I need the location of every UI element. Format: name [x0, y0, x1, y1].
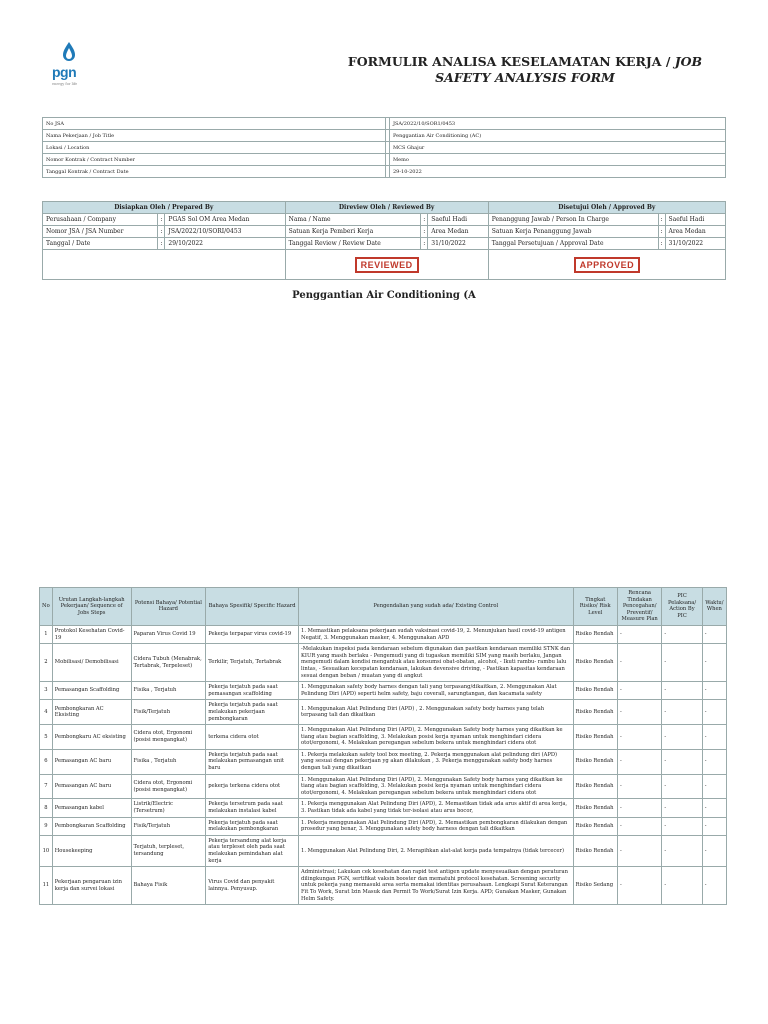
potential-hazard: Bahaya Fisik [131, 867, 206, 905]
row-number: 8 [40, 799, 53, 817]
approval-value: 31/10/2022 [665, 238, 725, 250]
table-row [40, 835, 727, 866]
job-step: Protokol Kesehatan Covid-19 [52, 625, 131, 643]
when: - [702, 625, 726, 643]
row-number: 1 [40, 625, 53, 643]
approval-value: 31/10/2022 [428, 238, 488, 250]
approval-value: PGAS Sol OM Area Medan [165, 214, 285, 226]
job-info-table [42, 117, 726, 178]
approval-separator: : [421, 238, 428, 250]
form-title [325, 54, 725, 86]
job-step: Pekerjaan pengaruan izin kerja dan survei lokasi [52, 867, 131, 905]
specific-hazard: Pekerja terjatuh pada saat pemasangan scaffolding [206, 682, 299, 700]
approval-label: Satuan Kerja Penanggung Jawab [488, 226, 658, 238]
approval-label: Perusahaan / Company [43, 214, 158, 226]
risk-level: Risiko Rendah [573, 817, 617, 835]
title-line1: FORMULIR ANALISA KESELAMATAN KERJA / [347, 54, 675, 69]
row-number: 2 [40, 644, 53, 682]
jsa-table [39, 587, 727, 905]
job-step: Housekeeping [52, 835, 131, 866]
measure-plan: - [617, 644, 661, 682]
info-value: Memo [390, 154, 726, 166]
approval-value: Saeful Hadi [665, 214, 725, 226]
when: - [702, 682, 726, 700]
info-value: MCS Ghajur [390, 142, 726, 154]
existing-control: -Melakukan inspeksi pada kendaraan sebelum digunakan dan pastikan kendaraan memiliki STNK dan KIUR yang masih berlaku - Pengemudi yang di tugaskan memiliki SIM yang masih berlaku, Jangan mengemudi dalam kondisi mengantuk atau konsumsi obat-obatan, alcohol, - Ikuti rambu- rambu lalu lintas, - Sesuaikan kecepatan kendaraan, lakukan devensive driving, - Pastikan kapasitas kendaraan sesuai dengan beban / muatan yang di angkut [299, 644, 574, 682]
potential-hazard: Terjatuh, terpleset, tersandung [131, 835, 206, 866]
when: - [702, 749, 726, 774]
row-number: 7 [40, 774, 53, 799]
approval-label: Nama / Name [285, 214, 421, 226]
specific-hazard: Pekerja terpapar virus covid-19 [206, 625, 299, 643]
when: - [702, 799, 726, 817]
row-number: 9 [40, 817, 53, 835]
when: - [702, 817, 726, 835]
table-row [40, 725, 727, 750]
potential-hazard: Cidera Tubuh (Menabrak, Tertabrak, Terpeleset) [131, 644, 206, 682]
reviewed-stamp: REVIEWED [355, 257, 419, 273]
job-step: Pembongkaran AC Eksisting [52, 700, 131, 725]
existing-control: Administrasi; Lakukan cek kesehatan dan rapid test antigen update menyesuaikan dengan peraturan dilingkungan PGN, sertifikat vaksin booster dan mematuhi protocol kesehatan. Screening security untuk pekerja yang memasuki area serta memakai identitas perusahaan. Lengkapi Surat Keterangan Fit To Work, Surat Izin Masuk dan Permit To Work/Surat Izin Kerja. APD; Gunakan Masker, Gunakan Helm Safety. [299, 867, 574, 905]
approval-label: Tanggal / Date [43, 238, 158, 250]
specific-hazard: pekerja terkena cidera otot [206, 774, 299, 799]
risk-level: Risiko Rendah [573, 725, 617, 750]
approval-table [42, 201, 726, 280]
approval-row [43, 214, 726, 226]
info-label: Nama Pekerjaan / Job Title [43, 130, 386, 142]
reviewed-by-header: Direview Oleh / Reviewed By [285, 202, 488, 214]
approval-value: Saeful Hadi [428, 214, 488, 226]
measure-plan: - [617, 749, 661, 774]
approval-value: 29/10/2022 [165, 238, 285, 250]
job-step: Pembongkaru AC eksisting [52, 725, 131, 750]
approval-value: JSA/2022/10/SORI/0453 [165, 226, 285, 238]
when: - [702, 725, 726, 750]
specific-hazard: Pekerja terjatuh pada saat melakukan pembongkaran [206, 817, 299, 835]
when: - [702, 644, 726, 682]
brand-tagline: energy for life [52, 82, 78, 86]
column-header: Urutan Langkah-langkah Pekerjaan/ Sequence of Jobs Steps [52, 588, 131, 626]
approval-label: Tanggal Review / Review Date [285, 238, 421, 250]
column-header: Pengendalian yang sudah ada/ Existing Control [299, 588, 574, 626]
existing-control: 1. Memastikan pelaksana pekerjaan sudah vaksinasi covid-19, 2. Menunjukan hasil covid-19 antigen Negatif, 3. Menggunakan masker, 4. Menggunakan APD [299, 625, 574, 643]
action-pic: - [662, 774, 702, 799]
row-number: 4 [40, 700, 53, 725]
action-pic: - [662, 817, 702, 835]
risk-level: Risiko Rendah [573, 774, 617, 799]
potential-hazard: Fisik/Terjatuh [131, 817, 206, 835]
approval-separator: : [421, 226, 428, 238]
row-number: 3 [40, 682, 53, 700]
table-row [40, 682, 727, 700]
existing-control: 1. Menggunakan Alat Pelindung Diri (APD) , 2. Menggunakan safety body harnes yang telah terpasang tali dan dikaitkan [299, 700, 574, 725]
action-pic: - [662, 799, 702, 817]
measure-plan: - [617, 725, 661, 750]
specific-hazard: Pekerja tersandung alat kerja atau terpleset oleh pada saat melakukan pemindahan alat kerja [206, 835, 299, 866]
potential-hazard: Fisika , Terjatuh [131, 749, 206, 774]
when: - [702, 774, 726, 799]
measure-plan: - [617, 625, 661, 643]
approval-value: Area Medan [428, 226, 488, 238]
action-pic: - [662, 644, 702, 682]
measure-plan: - [617, 799, 661, 817]
measure-plan: - [617, 867, 661, 905]
job-step: Pembongkaran Scaffolding [52, 817, 131, 835]
approval-row [43, 238, 726, 250]
info-value: JSA/2022/10/SOR1/0453 [390, 118, 726, 130]
approval-separator: : [658, 214, 665, 226]
column-header: Tingkat Risiko/ Risk Level [573, 588, 617, 626]
measure-plan: - [617, 835, 661, 866]
brand-name: pgn [52, 64, 77, 80]
potential-hazard: Cidera otot, Ergonomi (posisi mengangkat) [131, 725, 206, 750]
existing-control: 1. Menggunakan safety body harnes dengan tali yang terpasang/dikaitkan, 2. Menggunakan Alat Pelindung Diri (APD) seperti helm safety, baju coverall, sarungtangan, dan kacamata safety [299, 682, 574, 700]
action-pic: - [662, 625, 702, 643]
specific-hazard: Virus Covid dan penyakit lainnya. Penyusup. [206, 867, 299, 905]
reviewed-stamp-cell [285, 250, 488, 280]
title-line1-italic: JOB [674, 54, 703, 69]
action-pic: - [662, 682, 702, 700]
risk-level: Risiko Sedang [573, 867, 617, 905]
info-label: No JSA [43, 118, 386, 130]
potential-hazard: Listrik/Electric (Tersetrum) [131, 799, 206, 817]
risk-level: Risiko Rendah [573, 682, 617, 700]
existing-control: 1. Pekerja menggunakan Alat Pelindung Diri (APD), 2. Memastikan tidak ada arus aktif di area kerja, 3. Pastikan tidak ada kabel yang tidak ter-isolasi atau arus bocor, [299, 799, 574, 817]
row-number: 11 [40, 867, 53, 905]
job-step: Pemasangan kabel [52, 799, 131, 817]
approved-stamp: APPROVED [574, 257, 641, 273]
potential-hazard: Fisik/Terjatuh [131, 700, 206, 725]
info-row [43, 154, 726, 166]
job-step: Pemasangan AC baru [52, 749, 131, 774]
approval-separator: : [658, 238, 665, 250]
specific-hazard: Terkilir, Terjatuh, Tertabrak [206, 644, 299, 682]
info-value: Penggantian Air Conditioning (AC) [390, 130, 726, 142]
potential-hazard: Cidera otot, Ergonomi (posisi mengangkat) [131, 774, 206, 799]
row-number: 10 [40, 835, 53, 866]
column-header: Waktu/ When [702, 588, 726, 626]
specific-hazard: Pekerja terjatuh pada saat melakukan pekerjaan pembongkaran [206, 700, 299, 725]
table-row [40, 817, 727, 835]
approval-label: Tanggal Persetujuan / Approval Date [488, 238, 658, 250]
action-pic: - [662, 725, 702, 750]
approval-value: Area Medan [665, 226, 725, 238]
when: - [702, 867, 726, 905]
potential-hazard: Paparan Virus Covid 19 [131, 625, 206, 643]
title-line2: SAFETY ANALYSIS FORM [435, 70, 615, 85]
risk-level: Risiko Rendah [573, 835, 617, 866]
pgn-logo [48, 42, 88, 96]
risk-level: Risiko Rendah [573, 644, 617, 682]
specific-hazard: Pekerja terjatuh pada saat melakukan pemasangan unit baru [206, 749, 299, 774]
info-row [43, 118, 726, 130]
approval-label: Nomor JSA / JSA Number [43, 226, 158, 238]
measure-plan: - [617, 700, 661, 725]
info-row [43, 166, 726, 178]
job-step: Pemasangan AC baru [52, 774, 131, 799]
measure-plan: - [617, 682, 661, 700]
potential-hazard: Fisika , Terjatuh [131, 682, 206, 700]
existing-control: 1. Menggunakan Alat Pelindung Diri, 2. Merapihkan alat-alat kerja pada tempatnya (tidak tercecer) [299, 835, 574, 866]
risk-level: Risiko Rendah [573, 625, 617, 643]
row-number: 6 [40, 749, 53, 774]
prepared-stamp-cell [43, 250, 286, 280]
approval-separator: : [158, 238, 165, 250]
when: - [702, 700, 726, 725]
risk-level: Risiko Rendah [573, 700, 617, 725]
table-row [40, 799, 727, 817]
column-header: Potensi Bahaya/ Potential Hazard [131, 588, 206, 626]
table-row [40, 625, 727, 643]
job-step: Mobilisasi/ Demobilisasi [52, 644, 131, 682]
info-label: Lokasi / Location [43, 142, 386, 154]
prepared-by-header: Disiapkan Oleh / Prepared By [43, 202, 286, 214]
info-row [43, 142, 726, 154]
approved-stamp-cell [488, 250, 725, 280]
measure-plan: - [617, 817, 661, 835]
column-header: PIC Pelaksana/ Action By PIC [662, 588, 702, 626]
approval-label: Penanggung Jawab / Person In Charge [488, 214, 658, 226]
action-pic: - [662, 700, 702, 725]
info-label: Nomor Kontrak / Contract Number [43, 154, 386, 166]
specific-hazard: Pekerja tersetrum pada saat melakukan instalasi kabel [206, 799, 299, 817]
risk-level: Risiko Rendah [573, 749, 617, 774]
approval-separator: : [158, 226, 165, 238]
column-header: No [40, 588, 53, 626]
info-value: 29-10-2022 [390, 166, 726, 178]
row-number: 5 [40, 725, 53, 750]
job-step: Pemasangan Scaffolding [52, 682, 131, 700]
table-row [40, 774, 727, 799]
action-pic: - [662, 867, 702, 905]
column-header: Bahaya Spesifik/ Specific Hazard [206, 588, 299, 626]
when: - [702, 835, 726, 866]
measure-plan: - [617, 774, 661, 799]
info-row [43, 130, 726, 142]
document-subtitle: Penggantian Air Conditioning (A [292, 290, 476, 301]
table-row [40, 749, 727, 774]
column-header: Rencana Tindakan Pencegahan/ Preventif/ Measure Plan [617, 588, 661, 626]
approval-label: Satuan Kerja Pemberi Kerja [285, 226, 421, 238]
action-pic: - [662, 835, 702, 866]
approval-separator: : [658, 226, 665, 238]
action-pic: - [662, 749, 702, 774]
specific-hazard: terkena cidera otot [206, 725, 299, 750]
existing-control: 1. Menggunakan Alat Pelindung Diri (APD), 2. Menggunakan Safety body harnes yang dikaitkan ke tiang atau bagian scaffolding, 3. Melakukan posisi kerja nyaman untuk menghindari cidera otot/ergonomi, 4. Melakukan peregangan sebelum bekera untuk menghindari cidera otot [299, 774, 574, 799]
flame-icon [62, 42, 76, 62]
table-row [40, 867, 727, 905]
existing-control: 1. Pekerja menggunakan Alat Pelindung Diri (APD), 2. Memastikan pembongkaran dilakukan dengan prosedur yang benar, 3. Menggunakan safety body harness dengan tali dikaitkan [299, 817, 574, 835]
risk-level: Risiko Rendah [573, 799, 617, 817]
existing-control: 1. Menggunakan Alat Pelindung Diri (APD), 2. Menggunakan Safety body harnes yang dikaitkan ke tiang atau bagian scaffolding, 3. Melakukan posisi kerja nyaman untuk menghindari cidera otot/ergonomi, 4. Melakukan peregangan sebelum bekera untuk menghindari cidera otot [299, 725, 574, 750]
approval-separator: : [421, 214, 428, 226]
approval-separator: : [158, 214, 165, 226]
info-label: Tanggal Kontrak / Contract Date [43, 166, 386, 178]
existing-control: 1. Pekerja melakukan safety tool box meeting, 2. Pekerja menggunakan alat pelindung diri (APD) yang sesuai dengan pekerjaan yg akan dilakukan , 3. Pekerja menggunakan safety body harnes dengan tali yang dikaitkan [299, 749, 574, 774]
approval-row [43, 226, 726, 238]
table-row [40, 644, 727, 682]
approved-by-header: Disetujui Oleh / Approved By [488, 202, 725, 214]
table-row [40, 700, 727, 725]
